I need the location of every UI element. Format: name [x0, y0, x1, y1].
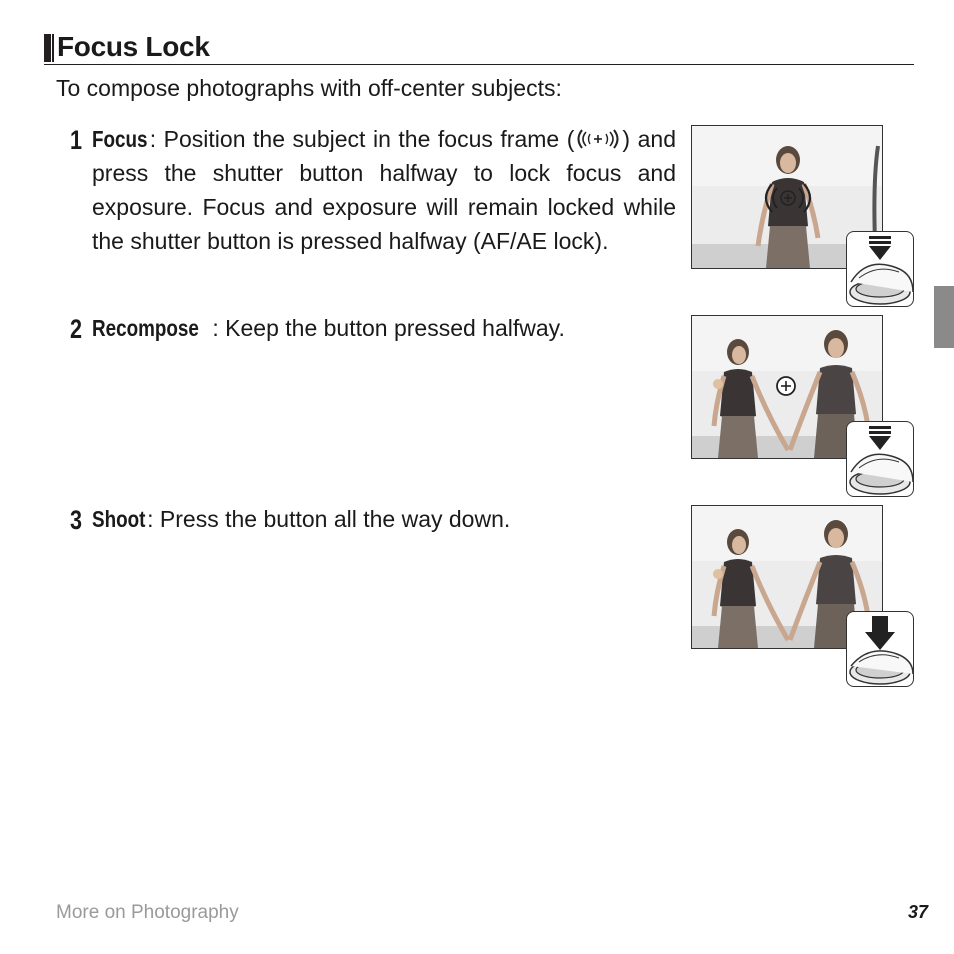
focus-indicator-icon [777, 377, 795, 395]
step-2-term: Recompose [92, 315, 199, 341]
step-1-desc-b: ) and press the shutter button halfway to lock focus and exposure. Focus and exposure will remain locked while the shutter button is pressed halfway (AF/AE lock). [92, 126, 676, 254]
heading-bar [44, 34, 51, 62]
figure-step-2 [691, 315, 916, 497]
intro-text: To compose photographs with off-center subjects: [56, 75, 562, 101]
chapter-tab [934, 286, 954, 348]
step-2-number: 2 [70, 314, 83, 344]
figure-step-3 [691, 505, 916, 687]
step-3-text [92, 502, 676, 536]
shutter-half-press-icon [846, 421, 914, 497]
shutter-full-press-icon [846, 611, 914, 687]
step-1-desc-a: : Position the subject in the focus frame ( [149, 126, 575, 152]
step-3-desc: : Press the button all the way down. [147, 506, 511, 532]
step-3-number: 3 [70, 505, 83, 535]
step-2-text [92, 311, 676, 345]
footer-section: More on Photography [56, 902, 239, 923]
section-heading [44, 30, 914, 65]
step-2-desc: : Keep the button pressed halfway. [212, 315, 565, 341]
page-title: Focus Lock [57, 31, 210, 62]
step-3-term: Shoot [92, 506, 146, 532]
focus-frame-icon [574, 127, 622, 151]
page-number: 37 [907, 902, 928, 922]
shutter-half-press-icon [846, 231, 914, 307]
figure-step-1 [691, 125, 916, 307]
step-1-term: Focus [92, 126, 148, 152]
step-1-text [92, 122, 676, 258]
step-1-number: 1 [70, 125, 83, 155]
